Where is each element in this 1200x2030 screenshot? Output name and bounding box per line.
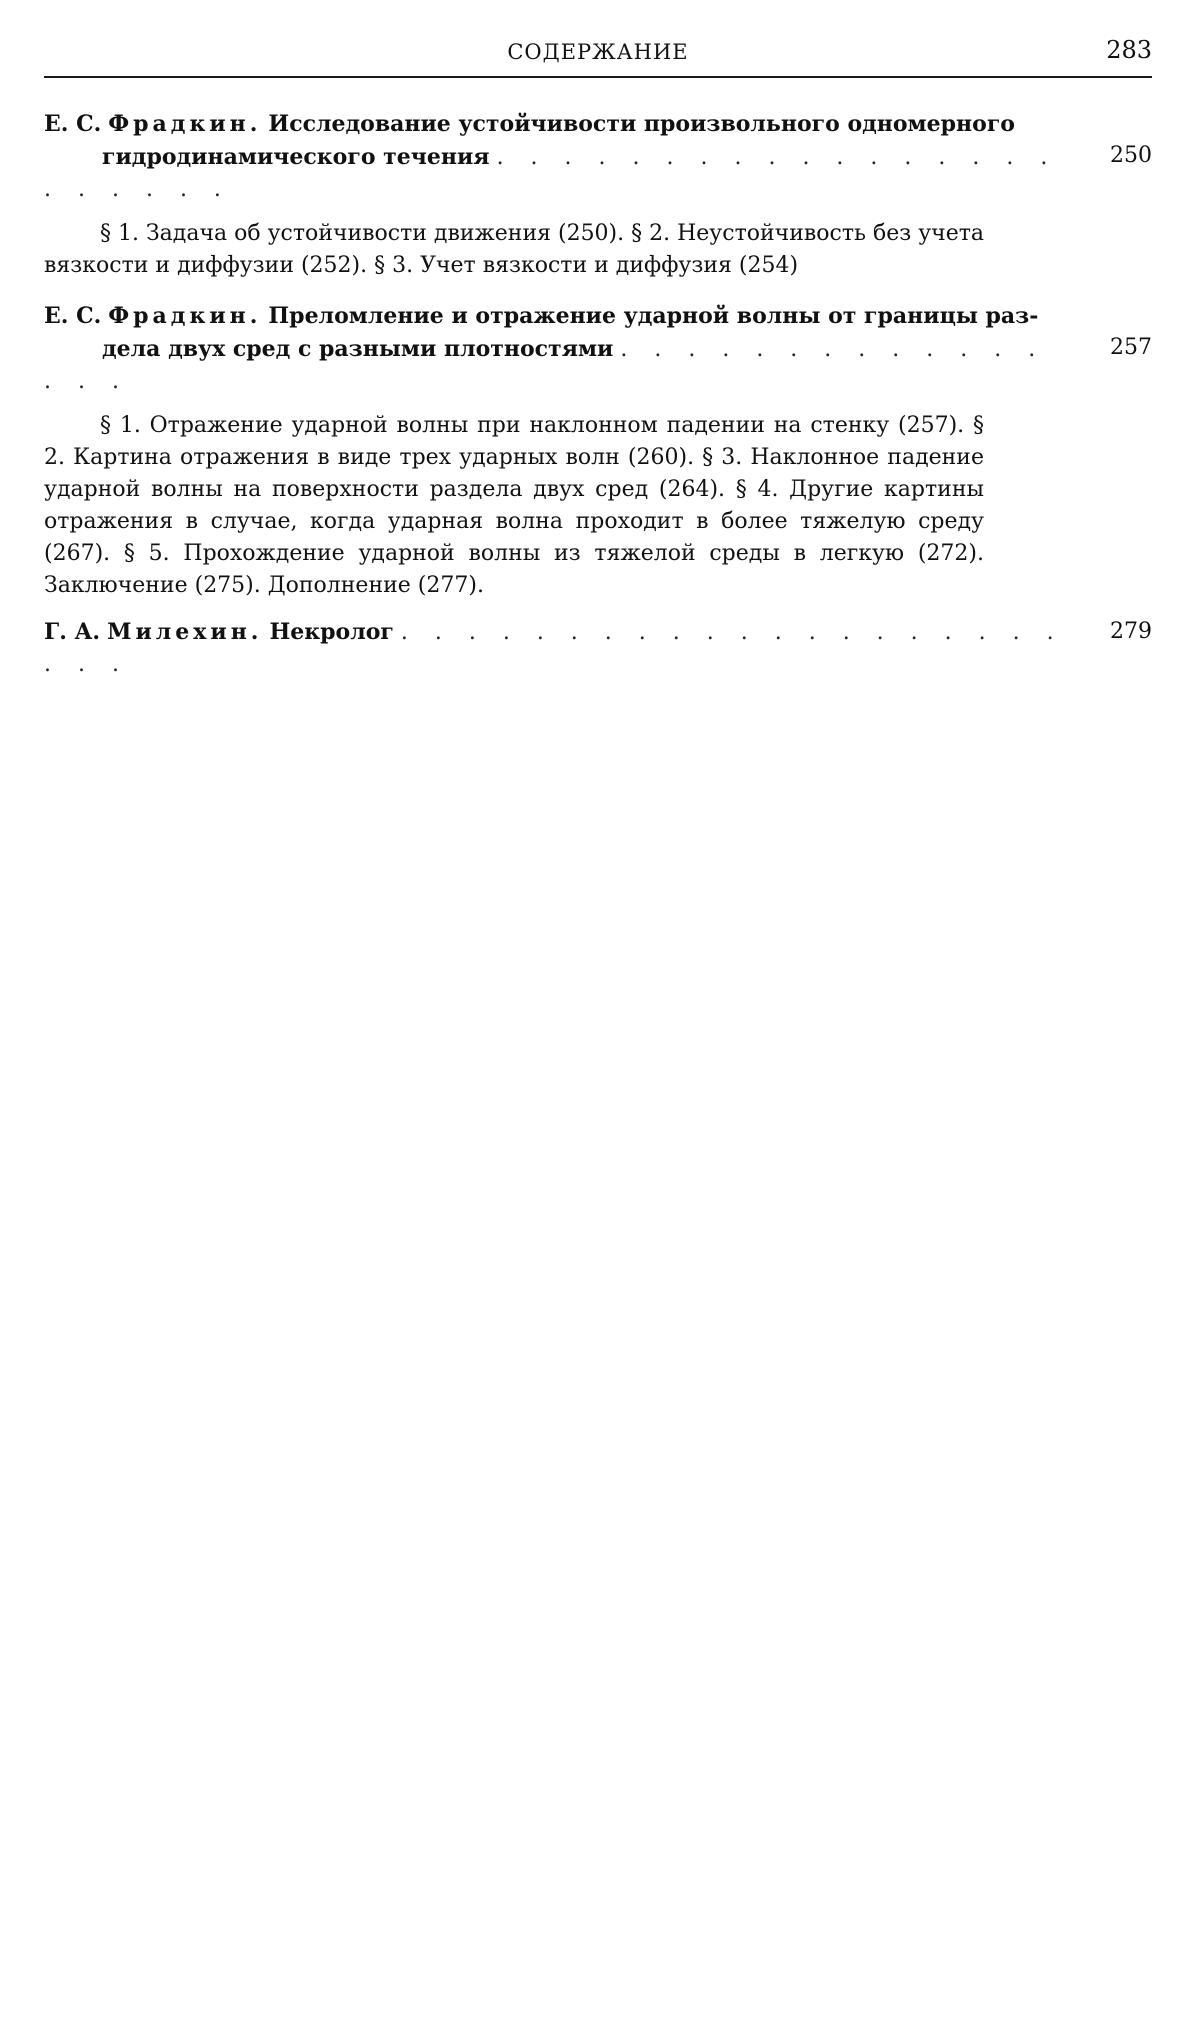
entry-page-number: 250 [1110,143,1152,168]
entry-title-line: Исследование устойчивости произвольного одномерного [268,111,1015,137]
entry-title-line: Преломление и отражение ударной волны от границы раз- [268,303,1039,329]
entry-page-number: 257 [1110,335,1152,360]
entry-heading [44,616,1068,681]
entry-heading [44,300,1068,398]
entry-title-line: дела двух сред с разными плотностями [102,336,614,362]
page-number: 283 [1106,36,1152,64]
entry-title-line: гидродинамического течения [102,144,490,170]
author-initials: Е. С. [44,111,102,137]
page-header [44,36,1152,78]
table-of-contents [44,108,1152,681]
dot-leader: . . . . . . . . . . . . . . . . . . . . . . . [44,620,1064,677]
entry-page-number: 279 [1110,619,1152,644]
entry-summary: § 1. Задача об устойчивости движения (250). § 2. Неустойчивость без учета вязкости и диффузии (252). § 3. Учет вязкости и диффузия (254) [44,221,985,278]
page-title: СОДЕРЖАНИЕ [507,40,689,64]
author-initials: Г. А. [44,619,101,645]
entry-summary: § 1. Отражение ударной волны при наклонном падении на стенку (257). § 2. Картина отражения в виде трех ударных волн (260). § 3. Наклонное падение ударной волны на поверхности раздела двух сред (264). § 4. Другие картины отражения в случае, когда ударная волна проходит в более тяжелую среду (267). § 5. Прохождение ударной волны из тяжелой среды в легкую (272). Заключение (275). Дополнение (277). [44,413,984,598]
toc-entry [44,300,1152,602]
toc-entry [44,616,1152,681]
dot-leader: . . . . . . . . . . . . . . . . . . . . . . . [44,145,1058,202]
author-initials: Е. С. [44,303,102,329]
author-name: Милехин. [107,619,263,645]
author-name: Фрадкин. [108,111,262,137]
dot-leader: . . . . . . . . . . . . . . . . [44,337,1046,394]
toc-entry [44,108,1152,282]
author-name: Фрадкин. [108,303,262,329]
entry-title-line: Некролог [269,619,394,645]
entry-heading [44,108,1068,206]
